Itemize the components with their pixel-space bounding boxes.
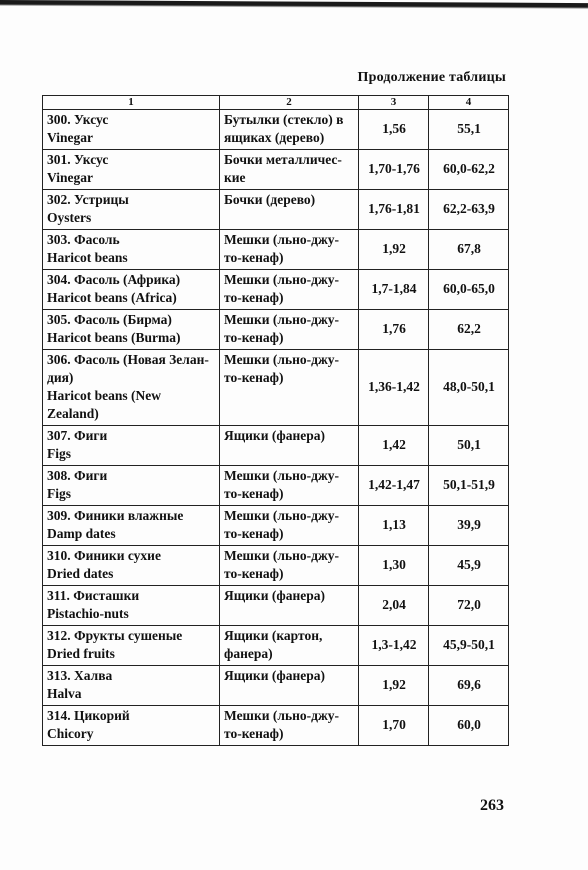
product-name-line: 309. Финики влажные [47,508,184,523]
column-header-2: 2 [220,96,359,110]
packaging-line: Бутылки (стекло) в [224,112,344,127]
product-name-line: 313. Халва [47,668,113,683]
packaging-line: то-кенаф) [224,566,284,581]
packaging-cell [220,546,359,586]
product-name-line: Vinegar [47,130,93,145]
packaging-cell [220,626,359,666]
product-name-cell [43,546,220,586]
product-name-line: 307. Фиги [47,428,108,443]
product-name-cell [43,626,220,666]
packaging-line: Бочки металличес- [224,152,342,167]
table-row [43,150,509,190]
value-col4-cell: 60,0 [429,706,509,746]
product-name-line: 305. Фасоль (Бирма) [47,312,172,327]
packaging-line: фанера) [224,646,273,661]
table-row [43,110,509,150]
value-col4-cell: 48,0-50,1 [429,350,509,426]
packaging-cell [220,666,359,706]
packaging-line: Мешки (льно-джу- [224,508,339,523]
packaging-line: Бочки (дерево) [224,192,316,207]
packaging-line: то-кенаф) [224,250,284,265]
table-row [43,506,509,546]
packaging-line: Ящики (фанера) [224,588,325,603]
product-name-line: Damp dates [47,526,116,541]
packaging-cell [220,150,359,190]
product-name-line: 302. Устрицы [47,192,129,207]
page-number: 263 [480,797,504,814]
product-name-cell [43,270,220,310]
value-col4-cell: 45,9 [429,546,509,586]
table-caption: Продолжение таблицы [357,70,506,85]
value-col4-cell: 45,9-50,1 [429,626,509,666]
packaging-line: то-кенаф) [224,726,284,741]
product-name-cell [43,506,220,546]
table-row [43,350,509,426]
table-row [43,546,509,586]
product-name-line: Figs [47,446,72,461]
packaging-cell [220,426,359,466]
packaging-cell [220,350,359,426]
value-col4-cell: 62,2-63,9 [429,190,509,230]
packaging-line: Ящики (фанера) [224,428,325,443]
value-col3-cell: 1,70 [359,706,429,746]
value-col3-cell: 2,04 [359,586,429,626]
packaging-line: Мешки (льно-джу- [224,312,339,327]
value-col4-cell: 60,0-62,2 [429,150,509,190]
value-col3-cell: 1,76-1,81 [359,190,429,230]
product-name-line: 306. Фасоль (Новая Зелан- [47,352,209,367]
product-name-line: Vinegar [47,170,93,185]
product-name-line: Haricot beans (Africa) [47,290,177,305]
value-col4-cell: 62,2 [429,310,509,350]
table-row [43,230,509,270]
packaging-cell [220,506,359,546]
product-name-line: 312. Фрукты сушеные [47,628,183,643]
value-col3-cell: 1,36-1,42 [359,350,429,426]
product-name-cell [43,230,220,270]
table-row [43,586,509,626]
packaging-cell [220,310,359,350]
table-row [43,626,509,666]
table-row [43,426,509,466]
packaging-line: то-кенаф) [224,290,284,305]
packaging-line: Мешки (льно-джу- [224,468,339,483]
product-name-line: 304. Фасоль (Африка) [47,272,181,287]
value-col4-cell: 67,8 [429,230,509,270]
table-row [43,666,509,706]
packaging-line: ящиках (дерево) [224,130,325,145]
product-name-cell [43,666,220,706]
value-col4-cell: 55,1 [429,110,509,150]
product-name-line: 301. Уксус [47,152,109,167]
value-col3-cell: 1,42 [359,426,429,466]
product-name-line: 310. Финики сухие [47,548,161,563]
value-col4-cell: 72,0 [429,586,509,626]
packaging-cell [220,230,359,270]
packaging-line: Мешки (льно-джу- [224,272,339,287]
packaging-line: Мешки (льно-джу- [224,708,339,723]
packaging-cell [220,466,359,506]
value-col4-cell: 60,0-65,0 [429,270,509,310]
value-col3-cell: 1,92 [359,230,429,270]
product-name-cell [43,466,220,506]
packaging-cell [220,190,359,230]
column-header-3: 3 [359,96,429,110]
table-row [43,270,509,310]
value-col3-cell: 1,92 [359,666,429,706]
product-name-line: Chicory [47,726,94,741]
product-name-line: Dried dates [47,566,114,581]
product-name-line: 300. Уксус [47,112,109,127]
product-name-cell [43,150,220,190]
product-name-line: 314. Цикорий [47,708,130,723]
top-border-rule [0,0,588,17]
header-row [43,96,509,110]
product-name-cell [43,426,220,466]
value-col3-cell: 1,76 [359,310,429,350]
product-name-line: Pistachio-nuts [47,606,129,621]
value-col3-cell: 1,13 [359,506,429,546]
product-name-cell [43,350,220,426]
product-name-line: Haricot beans (Burma) [47,330,181,345]
product-name-line: 311. Фисташки [47,588,140,603]
value-col3-cell: 1,56 [359,110,429,150]
product-name-line: Zealand) [47,406,99,421]
product-name-cell [43,310,220,350]
packaging-line: то-кенаф) [224,486,284,501]
packaging-line: Мешки (льно-джу- [224,548,339,563]
table-row [43,466,509,506]
product-name-line: 308. Фиги [47,468,108,483]
value-col3-cell: 1,3-1,42 [359,626,429,666]
table-body [43,96,509,746]
value-col3-cell: 1,30 [359,546,429,586]
packaging-line: то-кенаф) [224,526,284,541]
value-col4-cell: 50,1 [429,426,509,466]
packaging-line: Ящики (фанера) [224,668,325,683]
packaging-cell [220,110,359,150]
product-name-cell [43,706,220,746]
value-col3-cell: 1,70-1,76 [359,150,429,190]
packaging-cell [220,586,359,626]
packaging-line: то-кенаф) [224,330,284,345]
product-name-line: Haricot beans [47,250,128,265]
product-name-line: Halva [47,686,82,701]
table-row [43,190,509,230]
product-name-line: Figs [47,486,72,501]
packaging-line: Мешки (льно-джу- [224,232,339,247]
product-name-line: Dried fruits [47,646,115,661]
value-col4-cell: 69,6 [429,666,509,706]
value-col3-cell: 1,7-1,84 [359,270,429,310]
packaging-line: Ящики (картон, [224,628,323,643]
product-name-cell [43,586,220,626]
column-header-4: 4 [429,96,509,110]
column-header-1: 1 [43,96,220,110]
packaging-cell [220,706,359,746]
packaging-line: кие [224,170,246,185]
product-name-cell [43,190,220,230]
table-row [43,310,509,350]
packaging-cell [220,270,359,310]
product-name-cell [43,110,220,150]
table-row [43,706,509,746]
product-name-line: дия) [47,370,74,385]
cargo-table [42,95,509,746]
product-name-line: Oysters [47,210,92,225]
packaging-line: то-кенаф) [224,370,284,385]
value-col3-cell: 1,42-1,47 [359,466,429,506]
product-name-line: Haricot beans (New [47,388,161,403]
value-col4-cell: 50,1-51,9 [429,466,509,506]
value-col4-cell: 39,9 [429,506,509,546]
packaging-line: Мешки (льно-джу- [224,352,339,367]
product-name-line: 303. Фасоль [47,232,120,247]
